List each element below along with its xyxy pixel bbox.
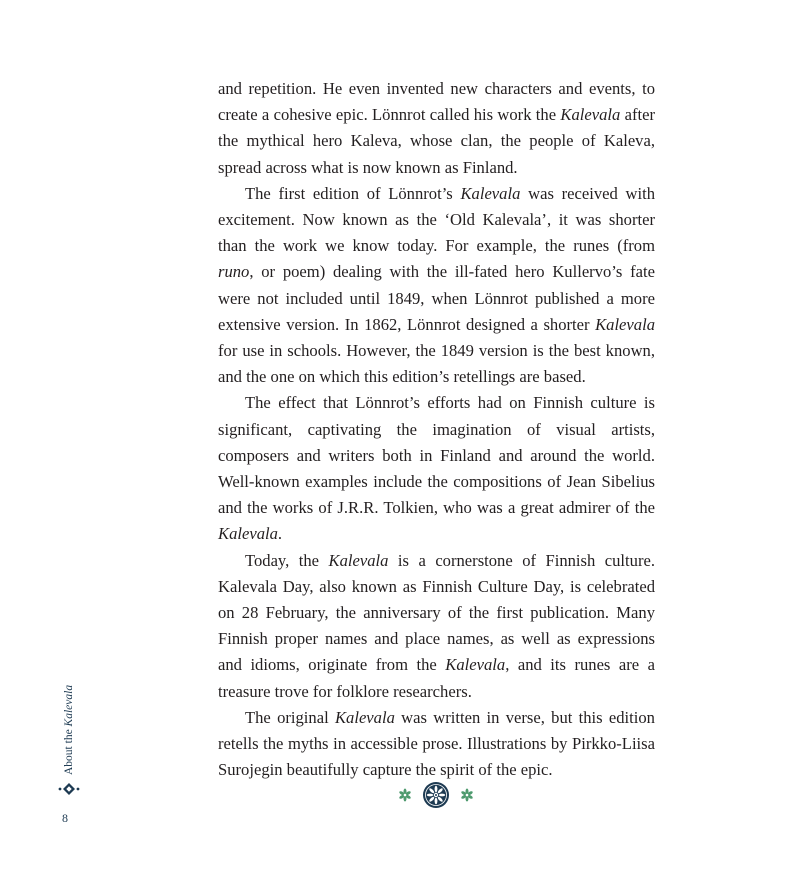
paragraph-1: and repetition. He even invented new characters and events, to create a cohesive epic. Lönnrot called his work the Kalevala after the mythical hero Kaleva, whose clan, the people of Kaleva, spread across what is now known as Finland. bbox=[218, 79, 655, 177]
running-head-prefix: About the bbox=[63, 726, 75, 775]
running-head-title: Kalevala bbox=[63, 684, 75, 727]
italic-title: runo bbox=[218, 262, 250, 282]
green-star-flower-icon bbox=[398, 788, 412, 802]
body-text bbox=[218, 76, 655, 783]
italic-title: Kalevala bbox=[445, 655, 506, 675]
green-star-flower-icon bbox=[460, 788, 474, 802]
blue-medallion-icon bbox=[422, 781, 450, 809]
section-end-ornament bbox=[398, 780, 474, 810]
italic-title: Kalevala bbox=[595, 314, 655, 334]
italic-title: Kalevala bbox=[218, 524, 278, 544]
paragraph-3: The effect that Lönnrot’s efforts had on Finnish culture is significant, captivating the imagination of visual artists, composers and writers both in Finland and around the world. Well-known examples include the compositions of Jean Sibelius and the works of J.R.R. Tolkien, who was a great admirer of the Kalevala. bbox=[218, 393, 655, 544]
blue-diamond-icon bbox=[58, 782, 80, 796]
italic-title: Kalevala bbox=[328, 550, 389, 570]
page-margin bbox=[54, 670, 84, 840]
page-number: 8 bbox=[62, 811, 68, 825]
paragraph-5: The original Kalevala was written in verse, but this edition retells the myths in accessible prose. Illustrations by Pirkko-Liisa Surojegin beautifully capture the spirit of the epic. bbox=[218, 707, 655, 780]
italic-title: Kalevala bbox=[560, 105, 621, 125]
paragraph-4: Today, the Kalevala is a cornerstone of Finnish culture. Kalevala Day, also known as Finnish Culture Day, is celebrated on 28 February, the anniversary of the first publication. Many Finnish proper names and place names, as well as expressions and idioms, originate from the Kalevala, and its runes are a treasure trove for folklore researchers. bbox=[218, 550, 655, 701]
paragraph-2: The first edition of Lönnrot’s Kalevala was received with excitement. Now known as the ‘Old Kalevala’, it was shorter than the work we know today. For example, the runes (from runo, or poem) dealing with the ill-fated hero Kullervo’s fate were not included until 1849, when Lönnrot published a more extensive version. In 1862, Lönnrot designed a shorter Kalevala for use in schools. However, the 1849 version is the best known, and the one on which this edition’s retellings are based. bbox=[218, 183, 655, 387]
italic-title: Kalevala bbox=[460, 183, 521, 203]
italic-title: Kalevala bbox=[334, 707, 395, 727]
running-head bbox=[61, 670, 77, 775]
